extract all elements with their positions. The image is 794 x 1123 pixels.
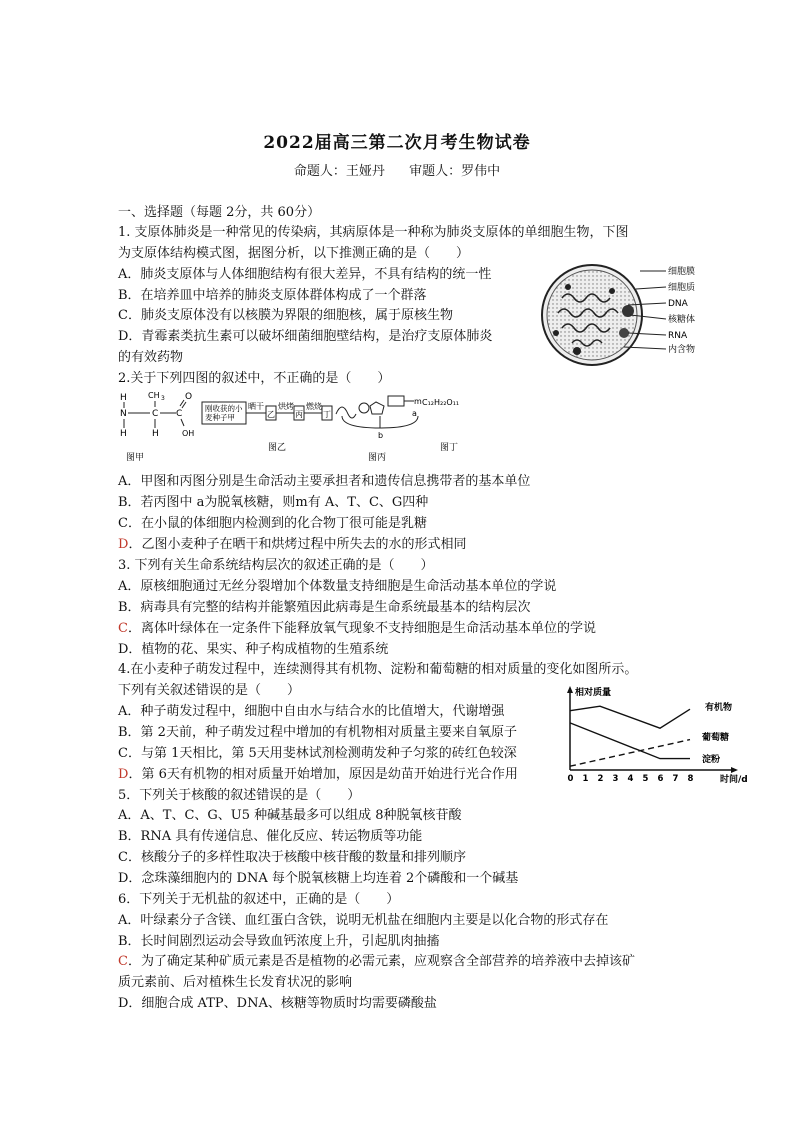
x-axis-label: 时间/d (720, 775, 748, 784)
text-line: 一、选择题（每题 2分，共 60分） (118, 205, 321, 220)
svg-text:a: a (412, 409, 417, 418)
label-cytoplasm: 细胞质 (668, 283, 696, 293)
x-tick-label: 8 (687, 774, 694, 784)
answer-letter: C (118, 621, 128, 636)
x-tick-label: 1 (582, 774, 589, 784)
authors (0, 160, 794, 179)
caption-yi: 图乙 (268, 443, 287, 453)
text-line: 5．下列关于核酸的叙述错误的是（ ） (118, 788, 361, 803)
svg-text:烘烤: 烘烤 (278, 402, 294, 411)
text-line: 的有效药物 (118, 350, 184, 365)
text-line: 4.在小麦种子萌发过程中，连续测得其有机物、淀粉和葡萄糖的相对质量的变化如图所示。 (118, 662, 638, 677)
text-line: D．第 6天有机物的相对质量开始增加，原因是幼苗开始进行光合作用 (118, 767, 518, 782)
svg-text:C: C (152, 409, 159, 419)
text-line: C．在小鼠的体细胞内检测到的化合物丁很可能是乳糖 (118, 516, 427, 531)
caption-bing: 图丙 (368, 453, 387, 463)
text-line: 2.关于下列四图的叙述中，不正确的是（ ） (118, 371, 391, 386)
text-line: D．细胞合成 ATP、DNA、核糖等物质时均需要磷酸盐 (118, 996, 437, 1011)
text-line: 6．下列关于无机盐的叙述中，正确的是（ ） (118, 892, 400, 907)
svg-text:燃烧: 燃烧 (306, 402, 322, 411)
text-line: 3. 下列有关生命系统结构层次的叙述正确的是（ ） (118, 558, 434, 573)
text-line: B．若丙图中 a为脱氧核糖，则m有 A、T、C、G四种 (118, 495, 429, 510)
x-tick-label: 2 (597, 774, 604, 784)
text-line: D．念珠藻细胞内的 DNA 每个脱氧核糖上均连着 2个磷酸和一个碱基 (118, 871, 519, 886)
svg-text:H: H (152, 429, 159, 439)
svg-text:丁: 丁 (323, 410, 331, 419)
label-inclusion: 内含物 (668, 345, 696, 355)
x-tick-label: 0 (567, 774, 574, 784)
series-line (570, 706, 690, 728)
svg-text:OH: OH (182, 429, 195, 438)
text-line: C．为了确定某种矿质元素是否是植物的必需元素，应观察含全部营养的培养液中去掉该矿 (118, 954, 635, 969)
svg-text:C: C (176, 409, 183, 419)
svg-text:H: H (120, 429, 127, 439)
text-line: C．与第 1天相比，第 5天用斐林试剂检测萌发种子匀浆的砖红色较深 (118, 746, 517, 761)
text-line: C．核酸分子的多样性取决于核酸中核苷酸的数量和排列顺序 (118, 850, 466, 865)
label-membrane: 细胞膜 (668, 267, 696, 277)
answer-letter: D (118, 537, 129, 552)
x-tick-label: 3 (612, 774, 619, 784)
text-line: 为支原体结构模式图，据图分析，以下推测正确的是（ ） (118, 246, 470, 261)
x-tick-label: 7 (672, 774, 679, 784)
text-line: A．原核细胞通过无丝分裂增加个体数量支持细胞是生命活动基本单位的学说 (118, 579, 557, 594)
text-line: A．叶绿素分子含镁、血红蛋白含铁，说明无机盐在细胞内主要是以化合物的形式存在 (118, 913, 609, 928)
svg-text:乙: 乙 (267, 410, 275, 419)
text-line: B．病毒具有完整的结构并能繁殖因此病毒是生命系统最基本的结构层次 (118, 600, 531, 615)
svg-text:麦种子甲: 麦种子甲 (205, 413, 235, 422)
text-line: 下列有关叙述错误的是（ ） (118, 683, 301, 698)
caption-ding: 图丁 (440, 443, 459, 453)
text-line: D．植物的花、果实、种子构成植物的生殖系统 (118, 642, 389, 657)
answer-letter: D (118, 767, 129, 782)
svg-text:丙: 丙 (295, 410, 303, 419)
caption-jia: 图甲 (126, 453, 145, 463)
svg-text:刚收获的小: 刚收获的小 (205, 404, 243, 413)
svg-text:3: 3 (161, 395, 165, 402)
mycoplasma-figure (532, 263, 712, 373)
svg-text:N: N (120, 409, 127, 419)
label-rna: RNA (668, 331, 688, 341)
y-axis-label: 相对质量 (575, 688, 612, 698)
setter-name: 命题人：王娅丹 (293, 164, 385, 179)
x-tick-label: 5 (642, 774, 649, 784)
x-tick-label: 4 (627, 774, 634, 784)
svg-text:m: m (414, 397, 422, 406)
svg-text:H: H (120, 393, 127, 403)
page-title: 2022届高三第二次月考生物试卷 (263, 133, 531, 153)
answer-letter: C (118, 954, 128, 969)
svg-text:CH: CH (148, 391, 160, 400)
series-label: 淀粉 (702, 755, 721, 765)
text-line: 质元素前、后对植株生长发育状况的影响 (118, 975, 353, 990)
svg-text:O: O (185, 392, 193, 402)
series-label: 葡萄糖 (702, 733, 730, 743)
text-line: A．种子萌发过程中，细胞中自由水与结合水的比值增大，代谢增强 (118, 704, 505, 719)
text-line: B．长时间剧烈运动会导致血钙浓度上升，引起肌肉抽搐 (118, 934, 440, 949)
label-ribosome: 核糖体 (668, 315, 696, 325)
svg-text:b: b (378, 431, 384, 440)
text-line: B．在培养皿中培养的肺炎支原体群体构成了一个群落 (118, 288, 427, 303)
text-line: A．A、T、C、G、U5 种碱基最多可以组成 8种脱氧核苷酸 (118, 808, 462, 823)
text-line: 1. 支原体肺炎是一种常见的传染病，其病原体是一种称为肺炎支原体的单细胞生物，下图 (118, 225, 629, 240)
svg-text:晒干: 晒干 (248, 402, 264, 411)
reviewer-name: 审题人：罗伟中 (409, 164, 501, 179)
text-line: A．肺炎支原体与人体细胞结构有很大差异，不具有结构的统一性 (118, 267, 492, 282)
ding-formula: C₁₂H₂₂O₁₁ (422, 398, 460, 407)
text-line: B．RNA 具有传递信息、催化反应、转运物质等功能 (118, 829, 423, 844)
four-figures (118, 388, 478, 466)
label-dna: DNA (668, 299, 688, 309)
series-line (570, 740, 690, 767)
text-line: A．甲图和丙图分别是生命活动主要承担者和遗传信息携带者的基本单位 (118, 474, 531, 489)
series-label: 有机物 (705, 703, 733, 713)
text-line: C．肺炎支原体没有以核膜为界限的细胞核，属于原核生物 (118, 308, 453, 323)
text-line: B．第 2天前，种子萌发过程中增加的有机物相对质量主要来自氧原子 (118, 725, 517, 740)
text-line: D．青霉素类抗生素可以破坏细菌细胞壁结构，是治疗支原体肺炎 (118, 329, 493, 344)
text-line: D．乙图小麦种子在晒干和烘烤过程中所失去的水的形式相同 (118, 537, 467, 552)
x-tick-label: 6 (657, 774, 664, 784)
wheat-seed-chart (560, 684, 760, 784)
text-line: C．离体叶绿体在一定条件下能释放氧气现象不支持细胞是生命活动基本单位的学说 (118, 621, 596, 636)
